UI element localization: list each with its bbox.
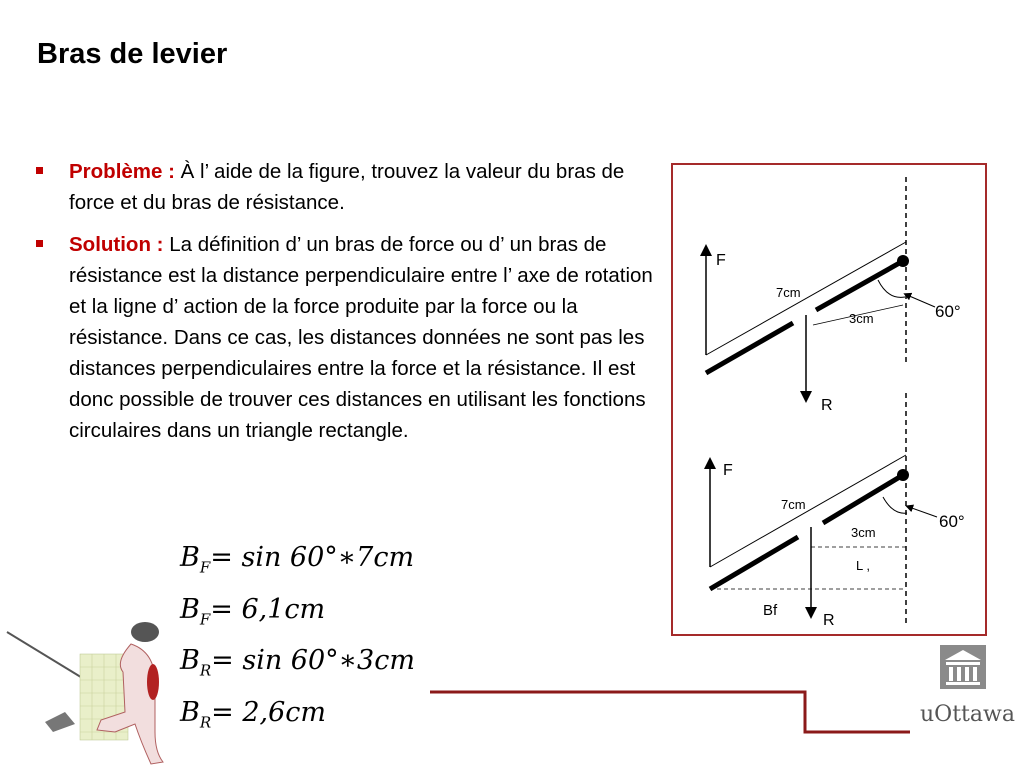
lever-bar-left: [710, 537, 798, 589]
angle-arc: [883, 497, 907, 513]
solution-text: La définition d’ un bras de force ou d’ un bras de résistance est la distance perpendiculaire entre l’ axe de rotation et la ligne d’ action de la force produite par la force ou la résistance. Dans ce cas, les distances données ne sont pas les distances perpendiculaires entre la force et la résistance. Il est donc possible de trouver ces distances en utilisant les fonctions circulaires dans un triangle rectangle.: [69, 233, 653, 442]
angle-arc: [878, 280, 905, 297]
eq-lhs: B: [180, 542, 200, 573]
resistance-label: R: [823, 612, 835, 629]
bullet-solution: [36, 229, 658, 446]
bullet-list: [36, 156, 658, 457]
lever-outline: [710, 455, 906, 567]
logo-text: uOttawa: [920, 702, 1015, 727]
bottom-lever-diagram: [710, 393, 965, 629]
bullet-marker: [36, 167, 43, 174]
length-force-label: 7cm: [781, 497, 806, 512]
angle-label: 60°: [939, 512, 965, 531]
bullet-marker: [36, 240, 43, 247]
eq-sub: R: [199, 713, 212, 732]
eq-rhs: = sin 60°∗3cm: [211, 645, 415, 676]
length-res-label: 3cm: [851, 525, 876, 540]
eq-lhs: B: [180, 594, 200, 625]
eq-rhs: = sin 60°∗7cm: [210, 542, 415, 573]
b-force-label: Bf: [763, 602, 778, 619]
length-res-label: 3cm: [849, 311, 874, 326]
angle-pointer: [909, 507, 937, 517]
eq-rhs: = 6,1cm: [210, 594, 326, 625]
force-label: F: [716, 252, 726, 269]
footer-divider: [430, 688, 910, 738]
angle-label: 60°: [935, 302, 961, 321]
eq-sub: F: [199, 558, 211, 577]
pivot-dot: [897, 469, 909, 481]
lever-bar-right: [823, 475, 903, 523]
eq-lhs: B: [180, 645, 200, 676]
force-label: F: [723, 462, 733, 479]
angle-pointer: [907, 295, 935, 307]
equation-2: [180, 594, 325, 628]
problem-text: À l’ aide de la figure, trouvez la valeur du bras de force et du bras de résistance.: [69, 160, 625, 214]
equation-3: [180, 645, 415, 679]
bullet-problem: [36, 156, 658, 218]
length-force-label: 7cm: [776, 285, 801, 300]
eq-lhs: B: [180, 697, 200, 728]
top-lever-diagram: [706, 177, 961, 414]
b-res-label: L ,: [856, 558, 870, 573]
equation-4: [180, 697, 326, 731]
problem-keyword: Problème :: [69, 160, 175, 183]
eq-rhs: = 2,6cm: [211, 697, 327, 728]
equation-1: [180, 542, 414, 576]
solution-keyword: Solution :: [69, 233, 164, 256]
eq-sub: F: [199, 610, 211, 629]
pivot-dot: [897, 255, 909, 267]
javelin-athlete-illustration: [5, 612, 185, 768]
eq-sub: R: [199, 661, 212, 680]
slide-title: Bras de levier: [37, 38, 228, 70]
resistance-label: R: [821, 397, 833, 414]
lever-figure: [671, 163, 987, 636]
